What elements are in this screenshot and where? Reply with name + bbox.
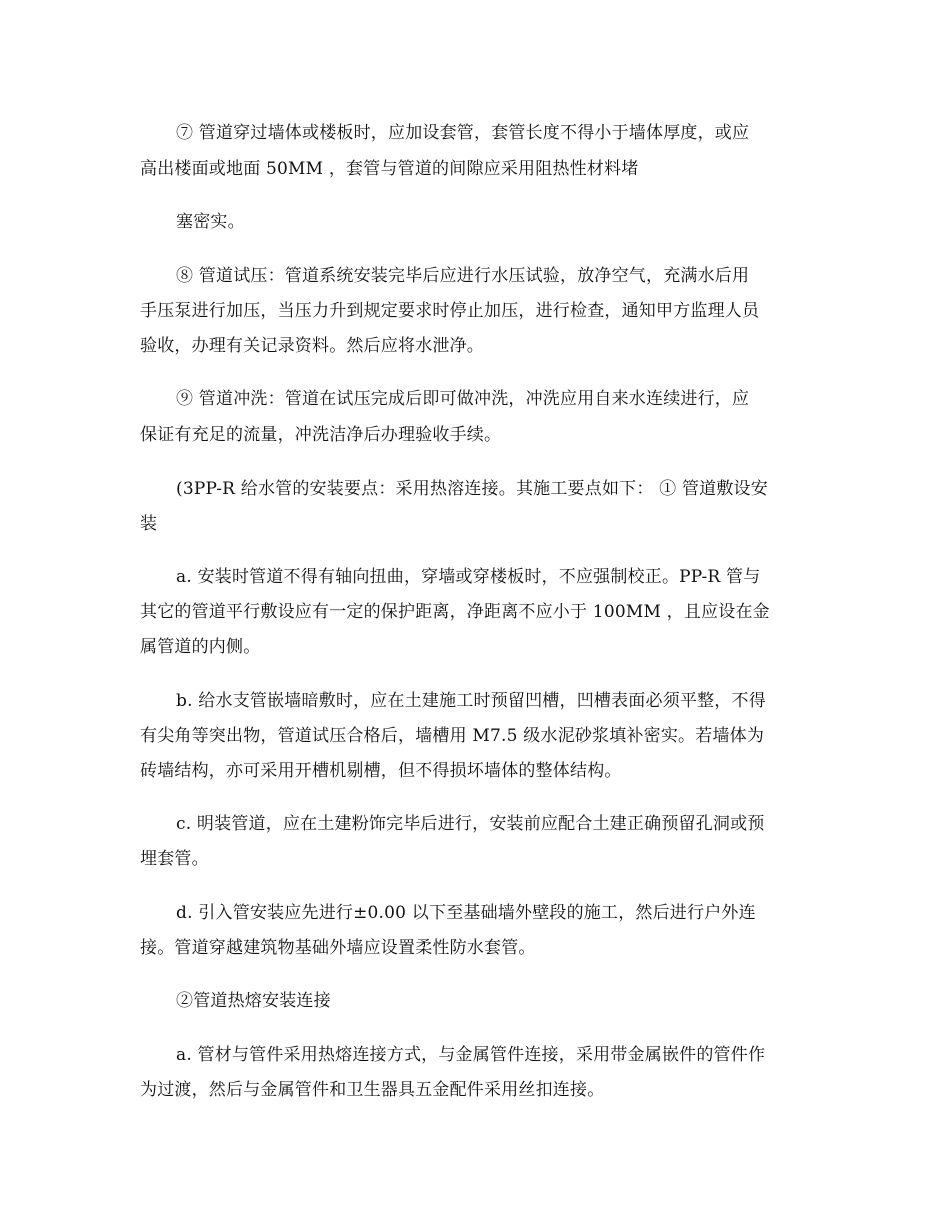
paragraph-5-line-1: (3PP-R 给水管的安装要点：采用热溶连接。其施工要点如下： ① 管道敷设安 [176,479,768,499]
paragraph-3-line-3: 验收，办理有关记录资料。然后应将水泄净。 [140,336,484,356]
paragraph-3-line-1: ⑧ 管道试压：管道系统安装完毕后应进行水压试验，放净空气，充满水后用 [176,266,750,286]
paragraph-6-line-2: 其它的管道平行敷设应有一定的保护距离，净距离不应小于 100MM ，且应设在金 [140,602,770,622]
paragraph-9-line-2: 接。管道穿越建筑物基础外墙应设置柔性防水套管。 [140,938,536,958]
paragraph-7-line-2: 有尖角等突出物，管道试压合格后，墙槽用 M7.5 级水泥砂浆填补密实。若墙体为 [140,726,765,746]
paragraph-2-line-1: 塞密实。 [176,212,245,232]
paragraph-6-line-1: a. 安装时管道不得有轴向扭曲，穿墙或穿楼板时，不应强制校正。PP-R 管与 [176,567,761,587]
paragraph-5-line-2: 装 [140,514,158,534]
paragraph-11-line-1: a. 管材与管件采用热熔连接方式，与金属管件连接，采用带金属嵌件的管件作 [176,1045,766,1065]
paragraph-8-line-2: 埋套管。 [140,849,209,869]
paragraph-7-line-3: 砖墙结构，亦可采用开槽机剔槽，但不得损坏墙体的整体结构。 [140,761,622,781]
paragraph-1-line-1: ⑦ 管道穿过墙体或楼板时，应加设套管，套管长度不得小于墙体厚度，或应 [176,123,750,143]
paragraph-4-line-2: 保证有充足的流量，冲洗洁净后办理验收手续。 [140,425,502,445]
paragraph-6-line-3: 属管道的内侧。 [140,637,261,657]
paragraph-8-line-1: c. 明装管道，应在土建粉饰完毕后进行，安装前应配合土建正确预留孔洞或预 [176,814,765,834]
paragraph-9-line-1: d. 引入管安装应先进行±0.00 以下至基础墙外壁段的施工，然后进行户外连 [176,903,756,923]
paragraph-1-line-2: 高出楼面或地面 50MM ，套管与管道的间隙应采用阻热性材料堵 [140,159,639,179]
paragraph-10-line-1: ②管道热熔安装连接 [176,991,331,1011]
paragraph-7-line-1: b. 给水支管嵌墙暗敷时，应在土建施工时预留凹槽，凹槽表面必须平整，不得 [176,691,766,711]
paragraph-3-line-2: 手压泵进行加压，当压力升到规定要求时停止加压，进行检查，通知甲方监理人员 [140,301,760,321]
paragraph-11-line-2: 为过渡，然后与金属管件和卫生器具五金配件采用丝扣连接。 [140,1080,605,1100]
paragraph-4-line-1: ⑨ 管道冲洗：管道在试压完成后即可做冲洗，冲洗应用自来水连续进行，应 [176,389,750,409]
